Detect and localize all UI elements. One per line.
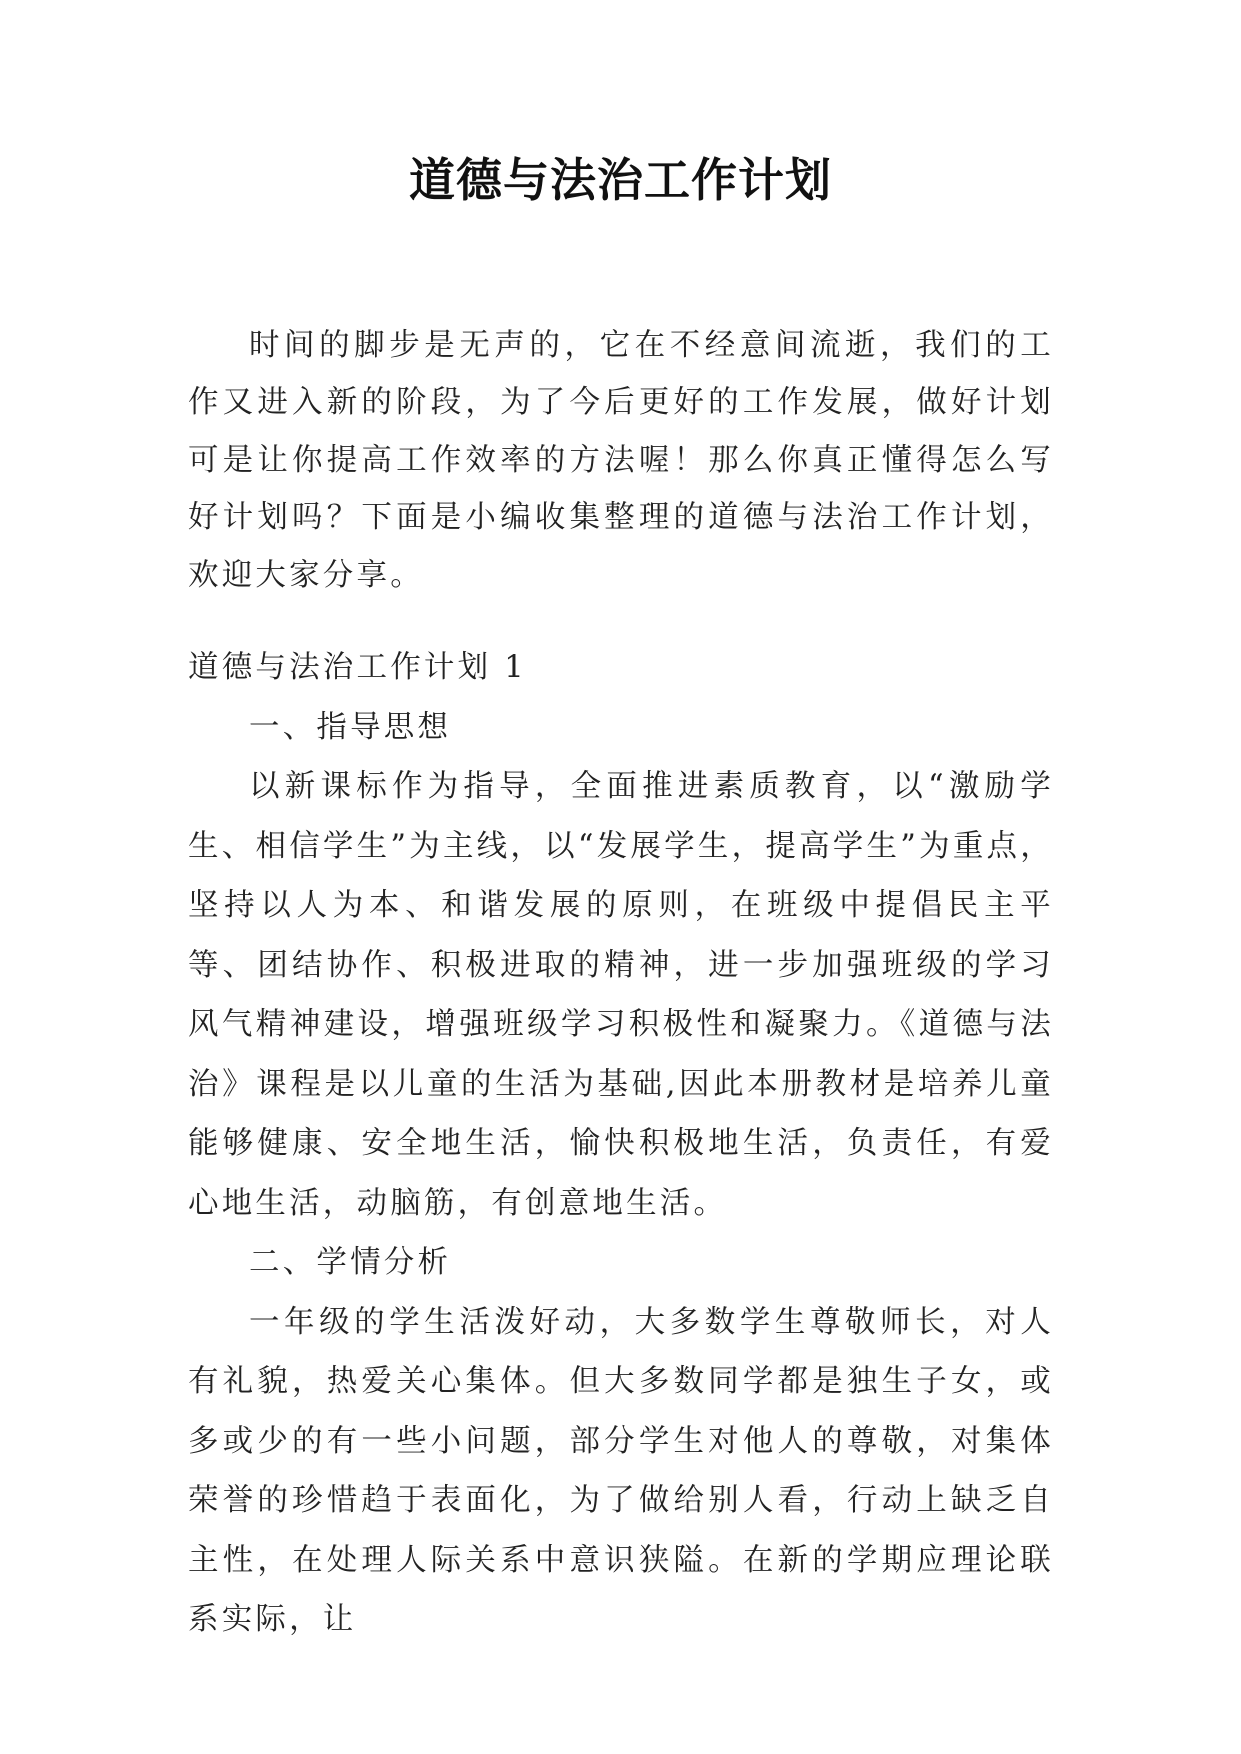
section-title: 道德与法治工作计划 1 xyxy=(188,650,527,685)
heading-student-analysis: 二、学情分析 xyxy=(249,1245,452,1280)
document-title: 道德与法治工作计划 xyxy=(409,153,832,207)
paragraph-guiding-thought: 以新课标作为指导，全面推进素质教育，以“激励学生、相信学生”为主线，以“发展学生，提高学生”为重点，坚持以人为本、和谐发展的原则，在班级中提倡民主平等、团结协作、积极进取的精神，进一步加强班级的学习风气精神建设，增强班级学习积极性和凝聚力。《道德与法治》课程是以儿童的生活为基础,因此本册教材是培养儿童能够健康、安全地生活，愉快积极地生活，负责任，有爱心地生活，动脑筋，有创意地生活。 xyxy=(188,769,1054,1221)
heading-guiding-thought: 一、指导思想 xyxy=(249,709,452,745)
plan-section xyxy=(188,638,1054,1650)
paragraph-student-analysis: 一年级的学生活泼好动，大多数学生尊敬师长，对人有礼貌，热爱关心集体。但大多数同学都是独生子女，或多或少的有一些小问题，部分学生对他人的尊敬，对集体荣誉的珍惜趋于表面化，为了做给别人看，行动上缺乏自主性，在处理人际关系中意识狭隘。在新的学期应理论联系实际，让 xyxy=(188,1304,1054,1637)
intro-paragraph: 时间的脚步是无声的，它在不经意间流逝，我们的工作又进入新的阶段，为了今后更好的工作发展，做好计划可是让你提高工作效率的方法喔！那么你真正懂得怎么写好计划吗？下面是小编收集整理的道德与法治工作计划，欢迎大家分享。 xyxy=(188,327,1054,593)
